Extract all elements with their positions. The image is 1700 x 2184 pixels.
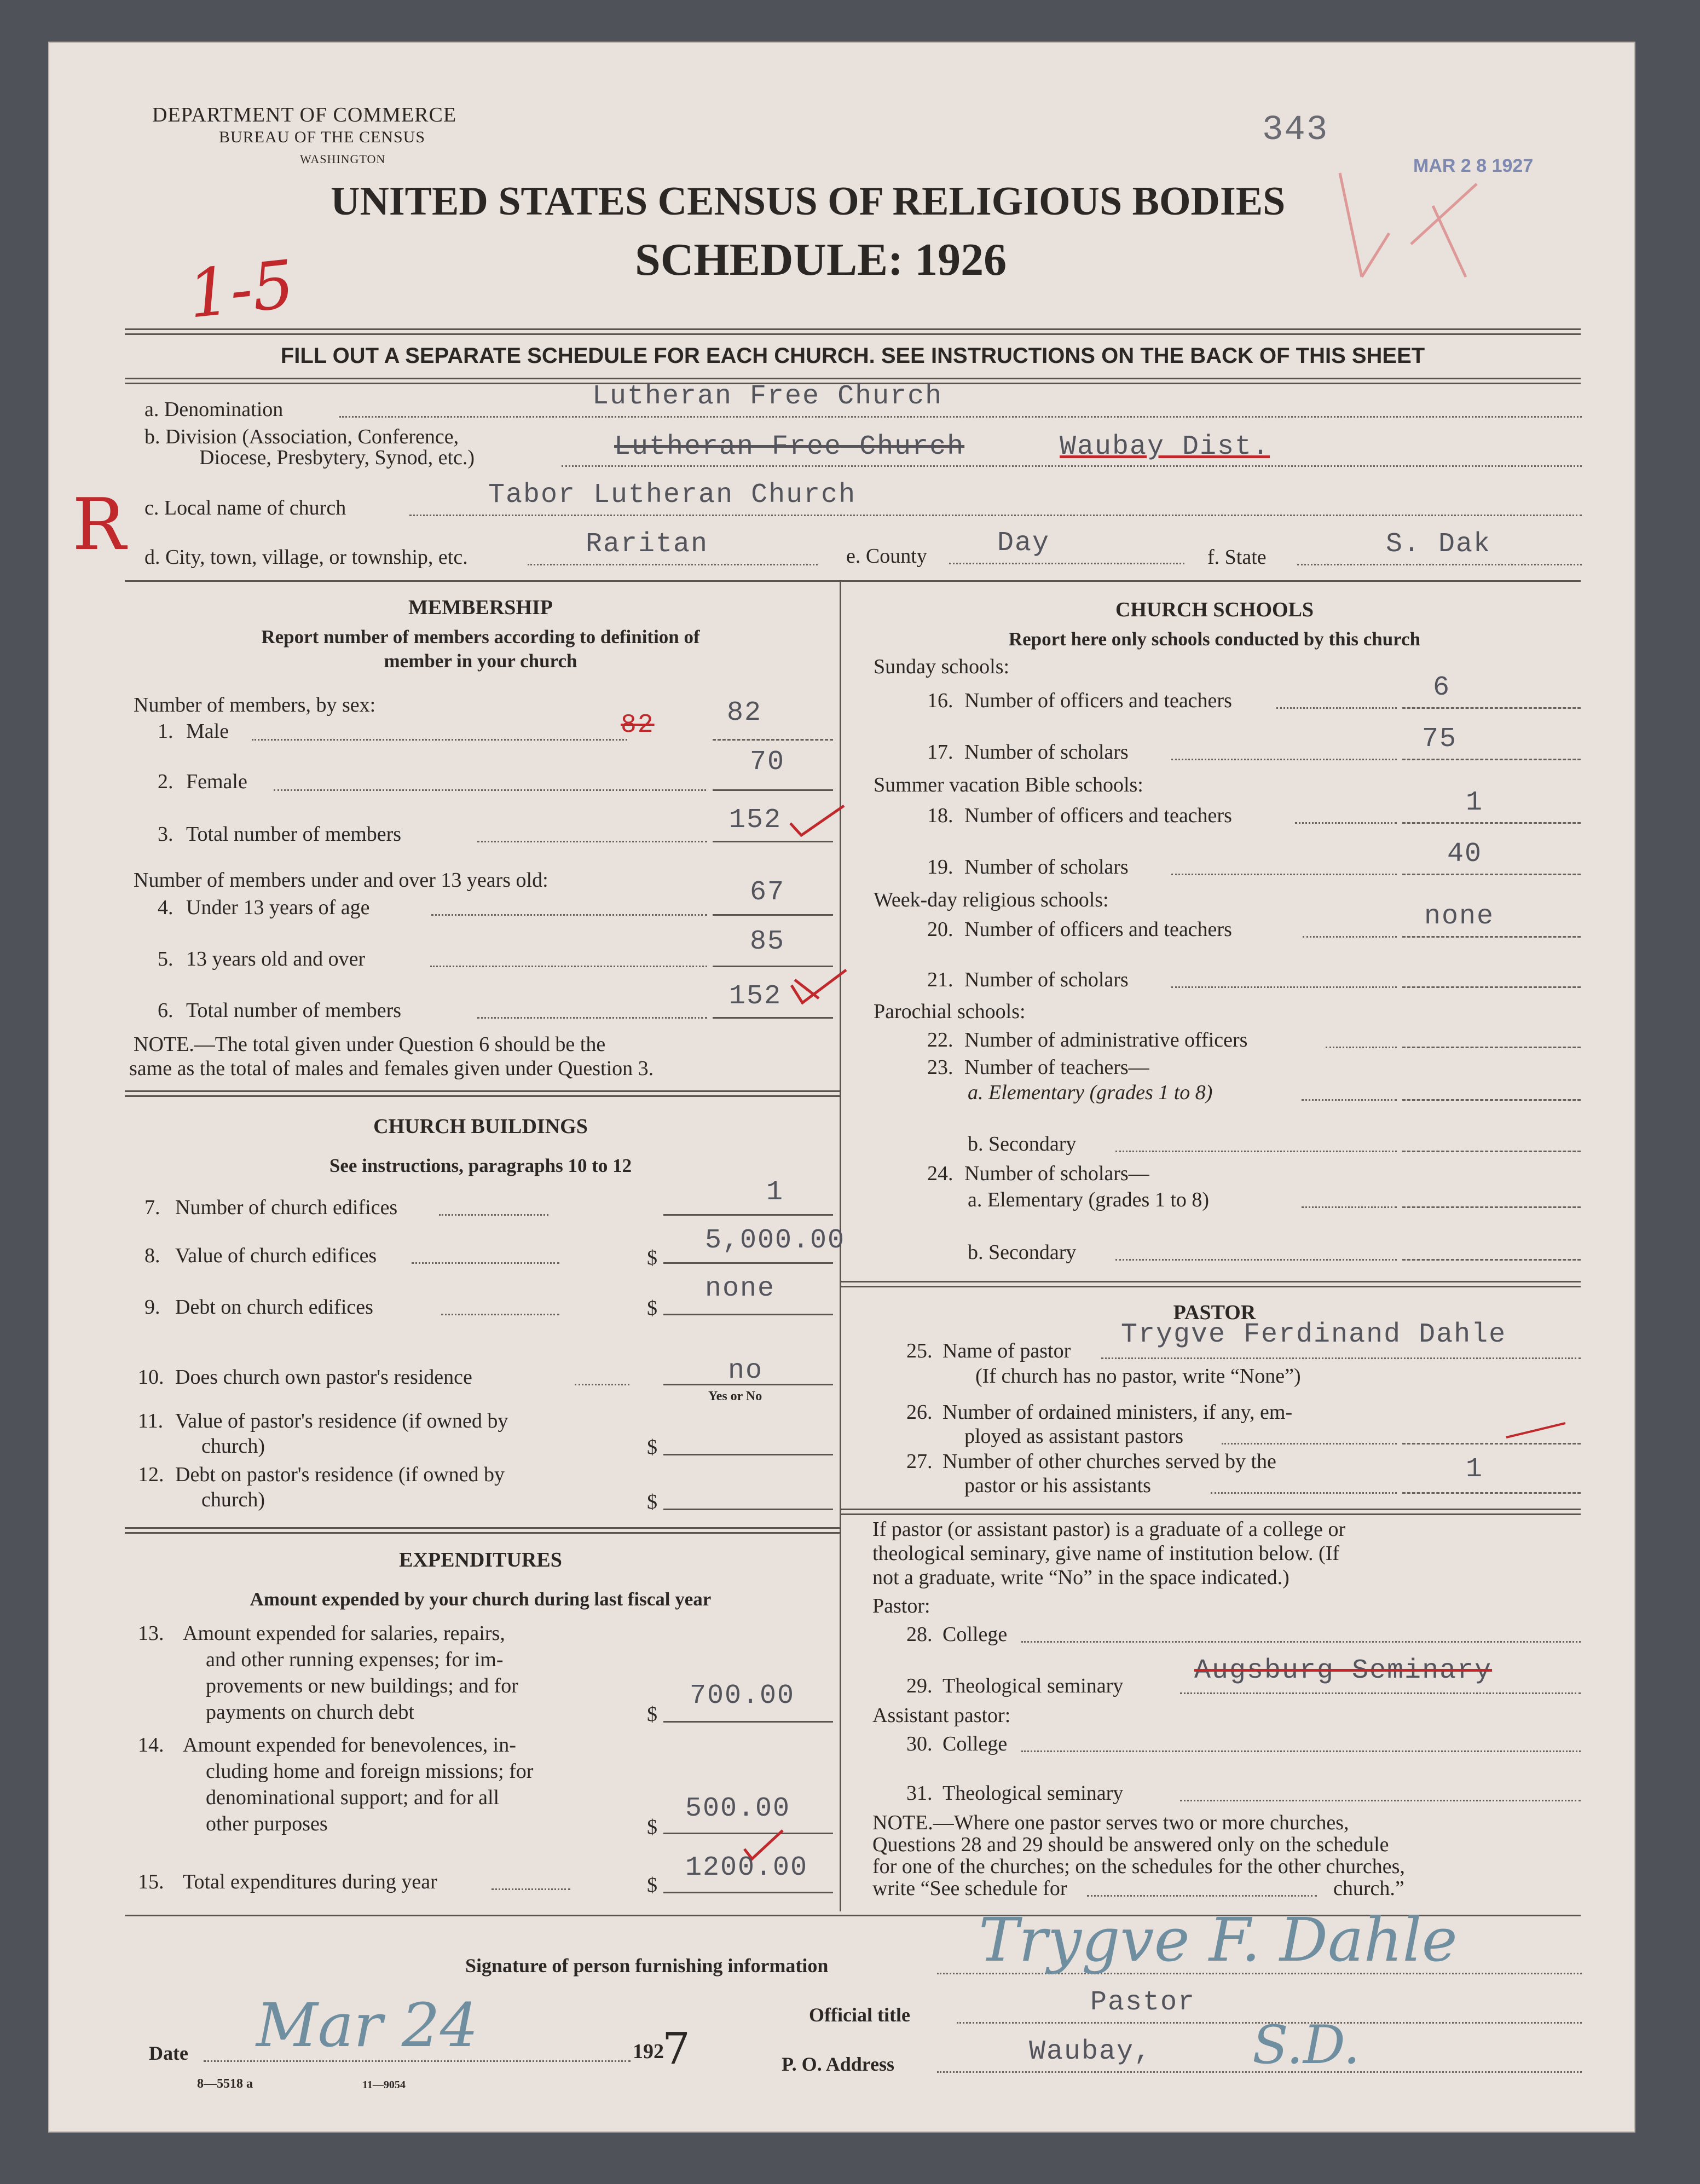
members-by-sex-label: Number of members, by sex: <box>134 694 376 717</box>
division-line <box>562 465 1582 467</box>
q14-line2: cluding home and foreign missions; for <box>206 1760 534 1783</box>
official-title-value: Pastor <box>1090 1987 1196 2018</box>
q20-answer-line <box>1402 936 1581 938</box>
church-schools-heading: CHURCH SCHOOLS <box>1115 598 1314 621</box>
city-value: Raritan <box>586 529 709 560</box>
q14-dollar: $ <box>647 1816 657 1839</box>
q6-answer-line <box>713 1017 833 1019</box>
q28-label: College <box>942 1623 1008 1646</box>
q24-number: 24. <box>927 1162 953 1185</box>
q2-value: 70 <box>750 747 785 778</box>
q21-answer-line <box>1402 986 1581 988</box>
q18-dots <box>1295 822 1397 824</box>
census-schedule-sheet <box>48 42 1635 2133</box>
q22-label: Number of administrative officers <box>964 1029 1248 1051</box>
q11-label-line2: church) <box>201 1435 265 1458</box>
q30-number: 30. <box>906 1732 933 1755</box>
po-address-label: P. O. Address <box>782 2053 895 2075</box>
q23-label: Number of teachers— <box>964 1056 1149 1079</box>
received-date-stamp: MAR 2 8 1927 <box>1413 155 1534 176</box>
expenditures-top-rule <box>125 1527 840 1534</box>
sunday-schools-label: Sunday schools: <box>874 655 1010 678</box>
q4-answer-line <box>713 914 833 916</box>
q24a-label: a. Elementary (grades 1 to 8) <box>968 1188 1210 1211</box>
pastor-note-line1: NOTE.—Where one pastor serves two or more churches, <box>872 1811 1349 1834</box>
q10-answer-line <box>663 1384 833 1385</box>
q17-label: Number of scholars <box>964 741 1129 764</box>
membership-sub1: Report number of members according to definition of <box>261 626 700 648</box>
age-group-label: Number of members under and over 13 years old: <box>134 869 548 892</box>
q27-answer-line <box>1402 1492 1581 1494</box>
q18-value: 1 <box>1466 787 1484 818</box>
q8-dollar: $ <box>647 1246 657 1269</box>
q28-dots <box>1021 1641 1581 1643</box>
q14-line4: other purposes <box>206 1812 328 1835</box>
q24a-answer-line <box>1402 1206 1581 1208</box>
q1-label: Male <box>186 720 229 743</box>
q27-line2: pastor or his assistants <box>964 1474 1151 1497</box>
city-line <box>528 564 818 565</box>
q11-number: 11. <box>138 1409 164 1432</box>
q30-label: College <box>942 1732 1008 1755</box>
q27-value: 1 <box>1466 1454 1484 1485</box>
membership-note-line1: NOTE.—The total given under Question 6 should be the <box>134 1033 606 1056</box>
q15-label: Total expenditures during year <box>183 1870 437 1893</box>
local-name-label: c. Local name of church <box>144 496 346 519</box>
q3-value: 152 <box>729 805 782 836</box>
q15-value: 1200.00 <box>685 1852 808 1883</box>
q13-line4: payments on church debt <box>206 1701 414 1724</box>
q1-struck-value: 82 <box>621 710 655 740</box>
q20-label: Number of officers and teachers <box>964 918 1232 941</box>
q8-value: 5,000.00 <box>705 1225 846 1256</box>
pastor-note-line3: for one of the churches; on the schedules for the other churches, <box>872 1855 1405 1878</box>
q22-number: 22. <box>927 1029 953 1051</box>
church-schools-sub: Report here only schools conducted by this church <box>1008 628 1421 650</box>
q10-yes-no-hint: Yes or No <box>708 1389 762 1403</box>
parochial-schools-label: Parochial schools: <box>874 1000 1026 1023</box>
division-struck-value: Lutheran Free Church <box>614 431 965 463</box>
identification-bottom-rule <box>125 580 1581 582</box>
q22-dots <box>1326 1047 1397 1048</box>
q24b-dots <box>1115 1259 1397 1261</box>
q10-number: 10. <box>138 1366 164 1389</box>
q5-label: 13 years old and over <box>186 947 366 970</box>
q29-number: 29. <box>906 1674 933 1697</box>
q14-line1: Amount expended for benevolences, in- <box>183 1734 516 1757</box>
header-top-rule <box>125 328 1581 335</box>
graduate-instruction-line2: theological seminary, give name of institution below. (If <box>872 1542 1340 1565</box>
division-value: Waubay Dist. <box>1060 431 1270 463</box>
q5-number: 5. <box>158 947 174 970</box>
q4-number: 4. <box>158 896 174 919</box>
q17-answer-line <box>1402 759 1581 760</box>
q4-value: 67 <box>750 877 785 908</box>
q22-answer-line <box>1402 1047 1581 1048</box>
q3-label: Total number of members <box>186 823 402 846</box>
q10-label: Does church own pastor's residence <box>175 1366 472 1389</box>
q16-value: 6 <box>1433 672 1451 703</box>
q27-dots <box>1211 1492 1397 1494</box>
q30-dots <box>1021 1750 1581 1752</box>
expenditures-heading: EXPENDITURES <box>399 1549 562 1571</box>
local-name-line <box>409 515 1582 516</box>
membership-heading: MEMBERSHIP <box>408 596 553 619</box>
state-value: S. Dak <box>1386 529 1491 560</box>
date-value: Mar 24 <box>256 1990 478 2060</box>
q23a-dots <box>1302 1099 1397 1101</box>
q3-number: 3. <box>158 823 174 846</box>
date-line <box>204 2060 631 2062</box>
pastor-note-blank <box>1087 1895 1317 1897</box>
q15-dots <box>492 1888 570 1890</box>
q16-dots <box>1276 707 1397 709</box>
q9-dollar: $ <box>647 1297 657 1320</box>
buildings-heading: CHURCH BUILDINGS <box>373 1115 588 1138</box>
q12-label-line1: Debt on pastor's residence (if owned by <box>175 1463 505 1486</box>
q26-line2: ployed as assistant pastors <box>964 1425 1184 1448</box>
q1-value: 82 <box>727 697 762 729</box>
county-label: e. County <box>846 545 927 568</box>
pastor-note-line2: Questions 28 and 29 should be answered only on the schedule <box>872 1833 1389 1856</box>
q5-dots <box>430 966 707 967</box>
q28-number: 28. <box>906 1623 933 1646</box>
q9-dots <box>441 1314 559 1315</box>
year-prefix: 192 <box>633 2040 664 2063</box>
q6-dots <box>477 1017 707 1019</box>
q1-answer-line <box>713 739 833 741</box>
q23-number: 23. <box>927 1056 953 1079</box>
q3-dots <box>477 841 707 842</box>
q26-number: 26. <box>906 1401 933 1424</box>
schedule-number: 343 <box>1262 111 1329 150</box>
q31-label: Theological seminary <box>942 1782 1124 1805</box>
q23b-dots <box>1115 1151 1397 1152</box>
q26-dots <box>1222 1443 1397 1445</box>
q15-dollar: $ <box>647 1874 657 1897</box>
pastor-note-line4: write “See schedule for <box>872 1877 1067 1900</box>
q9-number: 9. <box>144 1296 160 1319</box>
weekday-schools-label: Week-day religious schools: <box>874 888 1109 911</box>
department-name: DEPARTMENT OF COMMERCE <box>152 103 457 126</box>
q12-label-line2: church) <box>201 1488 265 1511</box>
center-divider-bottom <box>840 1512 841 1911</box>
q24b-label: b. Secondary <box>968 1241 1077 1264</box>
q16-number: 16. <box>927 689 953 712</box>
form-number: 8—5518 a <box>197 2077 253 2091</box>
denomination-label: a. Denomination <box>144 398 284 421</box>
membership-sub2: member in your church <box>384 650 577 672</box>
state-label: f. State <box>1207 546 1267 569</box>
q19-label: Number of scholars <box>964 856 1129 879</box>
q21-dots <box>1171 986 1397 988</box>
q6-check-mark <box>787 967 853 1010</box>
form-title: UNITED STATES CENSUS OF RELIGIOUS BODIES <box>331 179 1286 224</box>
q11-dollar: $ <box>647 1436 657 1459</box>
q10-value: no <box>728 1355 764 1386</box>
q3-answer-line <box>713 841 833 842</box>
bureau-city: WASHINGTON <box>300 152 386 166</box>
q8-label: Value of church edifices <box>175 1244 377 1267</box>
q18-label: Number of officers and teachers <box>964 804 1232 827</box>
signature-label: Signature of person furnishing information <box>465 1955 829 1977</box>
q26-check-mark <box>1504 1421 1570 1448</box>
q1-number: 1. <box>158 720 174 743</box>
q12-answer-line <box>663 1509 833 1510</box>
po-address-state: S.D. <box>1252 2014 1360 2076</box>
q13-dollar: $ <box>647 1703 657 1726</box>
q5-value: 85 <box>750 926 785 957</box>
q20-number: 20. <box>927 918 953 941</box>
q12-dollar: $ <box>647 1490 657 1513</box>
q19-number: 19. <box>927 856 953 879</box>
city-label: d. City, town, village, or township, etc. <box>144 546 468 569</box>
print-number: 11—9054 <box>362 2079 406 2091</box>
q23a-label: a. Elementary (grades 1 to 8) <box>968 1081 1213 1104</box>
q8-dots <box>412 1262 559 1264</box>
handwritten-code: 1-5 <box>184 246 298 333</box>
division-label: b. Division (Association, Conference, <box>144 425 459 448</box>
graduate-instruction-line1: If pastor (or assistant pastor) is a graduate of a college or <box>872 1518 1346 1541</box>
q18-number: 18. <box>927 804 953 827</box>
q6-number: 6. <box>158 999 174 1022</box>
po-address-value: Waubay, <box>1029 2036 1152 2067</box>
q7-dots <box>439 1214 548 1216</box>
county-line <box>949 563 1184 564</box>
q31-dots <box>1180 1800 1581 1801</box>
q13-number: 13. <box>138 1622 164 1645</box>
q6-label: Total number of members <box>186 999 402 1022</box>
q26-line1: Number of ordained ministers, if any, em- <box>942 1401 1293 1424</box>
buildings-top-rule <box>125 1090 840 1097</box>
pastor-subhead: Pastor: <box>872 1594 930 1617</box>
official-title-label: Official title <box>809 2004 910 2026</box>
pastor-heading: PASTOR <box>1173 1301 1256 1324</box>
q15-number: 15. <box>138 1870 164 1893</box>
bureau-name: BUREAU OF THE CENSUS <box>219 128 425 146</box>
graduate-top-rule <box>841 1509 1581 1515</box>
q8-answer-line <box>663 1262 833 1264</box>
q8-number: 8. <box>144 1244 160 1267</box>
q16-answer-line <box>1402 707 1581 709</box>
q25-dots <box>1101 1357 1581 1359</box>
q19-dots <box>1171 874 1397 875</box>
q2-label: Female <box>186 770 247 793</box>
q2-number: 2. <box>158 770 174 793</box>
q20-dots <box>1303 936 1397 938</box>
schedule-title: SCHEDULE: 1926 <box>635 234 1007 285</box>
q17-value: 75 <box>1422 724 1458 755</box>
q3-check-mark <box>787 801 847 840</box>
q14-number: 14. <box>138 1734 164 1757</box>
q4-label: Under 13 years of age <box>186 896 370 919</box>
q1-dots <box>252 739 627 741</box>
red-scribble-mark <box>1323 151 1488 293</box>
denomination-line <box>339 416 1582 418</box>
q13-value: 700.00 <box>690 1680 795 1712</box>
q9-label: Debt on church edifices <box>175 1296 373 1319</box>
q29-value: Augsburg Seminary <box>1194 1655 1493 1686</box>
q4-dots <box>431 914 707 916</box>
expenditures-sub: Amount expended by your church during last fiscal year <box>250 1588 712 1610</box>
signature: Trygve F. Dahle <box>979 1905 1458 1975</box>
q10-dots <box>575 1384 629 1385</box>
q27-number: 27. <box>906 1450 933 1473</box>
q24-label: Number of scholars— <box>964 1162 1149 1185</box>
summer-schools-label: Summer vacation Bible schools: <box>874 773 1143 796</box>
q17-number: 17. <box>927 741 953 764</box>
county-value: Day <box>997 528 1050 559</box>
q19-answer-line <box>1402 874 1581 875</box>
q16-label: Number of officers and teachers <box>964 689 1232 712</box>
q7-label: Number of church edifices <box>175 1196 398 1219</box>
q11-label-line1: Value of pastor's residence (if owned by <box>175 1409 508 1432</box>
q12-number: 12. <box>138 1463 164 1486</box>
q25-hint: (If church has no pastor, write “None”) <box>975 1365 1301 1388</box>
date-label: Date <box>149 2042 188 2064</box>
separate-schedule-instruction: FILL OUT A SEPARATE SCHEDULE FOR EACH CHURCH. SEE INSTRUCTIONS ON THE BACK OF THIS SHEET <box>280 344 1425 368</box>
q25-value: Trygve Ferdinand Dahle <box>1121 1319 1507 1350</box>
q25-label: Name of pastor <box>942 1339 1071 1362</box>
q9-answer-line <box>663 1314 833 1315</box>
q24a-dots <box>1302 1206 1397 1208</box>
q20-value: none <box>1424 901 1495 932</box>
pastor-note-line5: church.” <box>1333 1877 1404 1900</box>
q13-answer-line <box>663 1721 833 1723</box>
state-line <box>1297 564 1582 565</box>
q27-line1: Number of other churches served by the <box>942 1450 1276 1473</box>
membership-note-line2: same as the total of males and females given under Question 3. <box>129 1057 654 1080</box>
q9-value: none <box>705 1273 776 1304</box>
local-name-value: Tabor Lutheran Church <box>488 479 857 511</box>
assistant-pastor-subhead: Assistant pastor: <box>872 1704 1011 1727</box>
q15-answer-line <box>663 1892 833 1893</box>
center-divider-lower <box>840 1434 841 1512</box>
q7-number: 7. <box>144 1196 160 1219</box>
q24b-answer-line <box>1402 1259 1581 1261</box>
q2-dots <box>274 789 706 791</box>
q17-dots <box>1171 759 1397 760</box>
q23a-answer-line <box>1402 1099 1581 1101</box>
pastor-top-rule <box>841 1281 1581 1287</box>
q14-line3: denominational support; and for all <box>206 1786 500 1809</box>
q29-label: Theological seminary <box>942 1674 1124 1697</box>
denomination-value: Lutheran Free Church <box>592 381 943 412</box>
q25-number: 25. <box>906 1339 933 1362</box>
q7-value: 1 <box>766 1177 784 1208</box>
q11-answer-line <box>663 1454 833 1455</box>
q21-label: Number of scholars <box>964 968 1129 991</box>
q6-value: 152 <box>729 981 782 1012</box>
q13-line3: provements or new buildings; and for <box>206 1674 518 1697</box>
graduate-instruction-line3: not a graduate, write “No” in the space indicated.) <box>872 1566 1290 1589</box>
q19-value: 40 <box>1447 839 1483 870</box>
handwritten-r-mark: R <box>72 483 126 566</box>
q13-line2: and other running expenses; for im- <box>206 1648 504 1671</box>
q31-number: 31. <box>906 1782 933 1805</box>
q14-value: 500.00 <box>685 1793 791 1824</box>
division-label-cont: Diocese, Presbytery, Synod, etc.) <box>199 446 475 469</box>
q29-dots <box>1180 1692 1581 1694</box>
q2-answer-line <box>713 789 833 791</box>
q23b-label: b. Secondary <box>968 1133 1077 1155</box>
q13-line1: Amount expended for salaries, repairs, <box>183 1622 505 1645</box>
year-digit: 7 <box>662 2023 690 2074</box>
buildings-sub: See instructions, paragraphs 10 to 12 <box>329 1155 632 1176</box>
q7-answer-line <box>663 1214 833 1216</box>
q23b-answer-line <box>1402 1151 1581 1152</box>
q21-number: 21. <box>927 968 953 991</box>
q18-answer-line <box>1402 822 1581 824</box>
